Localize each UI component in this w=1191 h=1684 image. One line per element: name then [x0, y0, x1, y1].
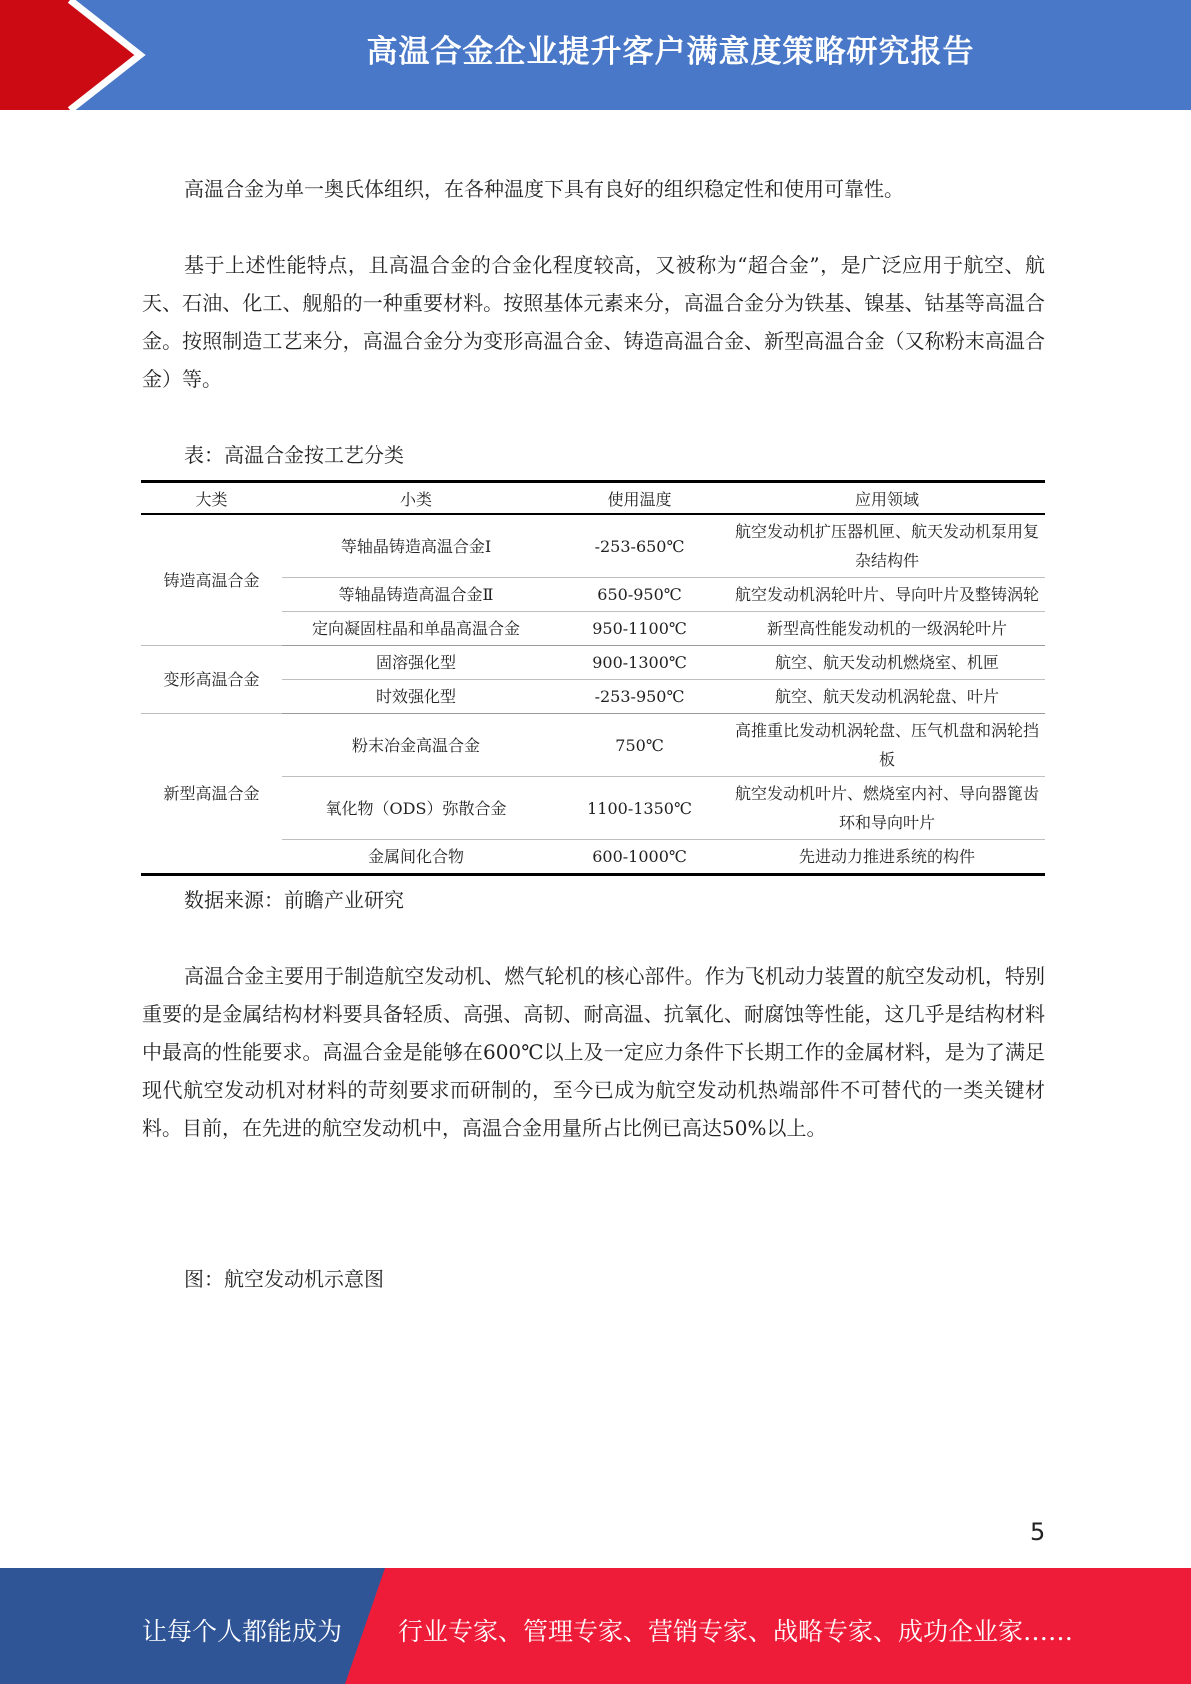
- subcategory-cell: 金属间化合物: [282, 840, 550, 875]
- page-header: [0, 0, 1191, 110]
- application-cell: 新型高性能发动机的一级涡轮叶片: [729, 612, 1045, 646]
- application-cell: 航空发动机扩压器机匣、航天发动机泵用复杂结构件: [729, 514, 1045, 578]
- data-source: 数据来源：前瞻产业研究: [184, 888, 404, 912]
- application-cell: 航空、航天发动机涡轮盘、叶片: [729, 680, 1045, 714]
- temperature-cell: 600-1000℃: [550, 840, 729, 875]
- subcategory-cell: 粉末冶金高温合金: [282, 714, 550, 777]
- process-classification-table: [141, 480, 1045, 876]
- subcategory-cell: 等轴晶铸造高温合金Ⅱ: [282, 578, 550, 612]
- subcategory-cell: 等轴晶铸造高温合金Ⅰ: [282, 514, 550, 578]
- temperature-cell: 750℃: [550, 714, 729, 777]
- paragraph-3: 高温合金主要用于制造航空发动机、燃气轮机的核心部件。作为飞机动力装置的航空发动机，特别重要的是金属结构材料要具备轻质、高强、高韧、耐高温、抗氧化、耐腐蚀等性能，这几乎是结构材料中最高的性能要求。高温合金是能够在600℃以上及一定应力条件下长期工作的金属材料，是为了满足现代航空发动机对材料的苛刻要求而研制的，至今已成为航空发动机热端部件不可替代的一类关键材料。目前，在先进的航空发动机中，高温合金用量所占比例已高达50%以上。: [142, 964, 1045, 1140]
- page-footer: [0, 1568, 1191, 1684]
- header-temperature: 使用温度: [607, 489, 672, 509]
- header-application: 应用领域: [854, 489, 919, 509]
- temperature-cell: 950-1100℃: [550, 612, 729, 646]
- paragraph-1: 高温合金为单一奥氏体组织，在各种温度下具有良好的组织稳定性和使用可靠性。: [184, 177, 904, 201]
- table-header-row: [141, 482, 1045, 515]
- application-cell: 航空发动机叶片、燃烧室内衬、导向器篦齿环和导向叶片: [729, 777, 1045, 840]
- figure-caption: 图：航空发动机示意图: [184, 1267, 384, 1291]
- category-cell: 新型高温合金: [141, 714, 282, 875]
- table-row: [141, 514, 1045, 578]
- header-category: 大类: [195, 489, 228, 509]
- category-cell: 变形高温合金: [141, 646, 282, 714]
- application-cell: 先进动力推进系统的构件: [729, 840, 1045, 875]
- category-cell: 铸造高温合金: [141, 514, 282, 646]
- report-title: 高温合金企业提升客户满意度策略研究报告: [366, 34, 975, 70]
- subcategory-cell: 氧化物（ODS）弥散合金: [282, 777, 550, 840]
- temperature-cell: 1100-1350℃: [550, 777, 729, 840]
- application-cell: 航空发动机涡轮叶片、导向叶片及整铸涡轮: [729, 578, 1045, 612]
- temperature-cell: -253-950℃: [550, 680, 729, 714]
- subcategory-cell: 时效强化型: [282, 680, 550, 714]
- temperature-cell: 900-1300℃: [550, 646, 729, 680]
- header-subcategory: 小类: [399, 489, 432, 509]
- subcategory-cell: 固溶强化型: [282, 646, 550, 680]
- table-row: [141, 646, 1045, 680]
- footer-slogan-left: 让每个人都能成为: [142, 1617, 343, 1646]
- page-number: 5: [1030, 1518, 1046, 1546]
- table-row: [141, 714, 1045, 777]
- table-caption: 表：高温合金按工艺分类: [184, 443, 404, 467]
- temperature-cell: -253-650℃: [550, 514, 729, 578]
- footer-slogan-right: 行业专家、管理专家、营销专家、战略专家、成功企业家……: [398, 1617, 1074, 1646]
- application-cell: 航空、航天发动机燃烧室、机匣: [729, 646, 1045, 680]
- paragraph-2: 基于上述性能特点，且高温合金的合金化程度较高，又被称为“超合金”，是广泛应用于航空、航天、石油、化工、舰船的一种重要材料。按照基体元素来分，高温合金分为铁基、镍基、钴基等高温合金。按照制造工艺来分，高温合金分为变形高温合金、铸造高温合金、新型高温合金（又称粉末高温合金）等。: [142, 253, 1045, 391]
- subcategory-cell: 定向凝固柱晶和单晶高温合金: [282, 612, 550, 646]
- temperature-cell: 650-950℃: [550, 578, 729, 612]
- application-cell: 高推重比发动机涡轮盘、压气机盘和涡轮挡板: [729, 714, 1045, 777]
